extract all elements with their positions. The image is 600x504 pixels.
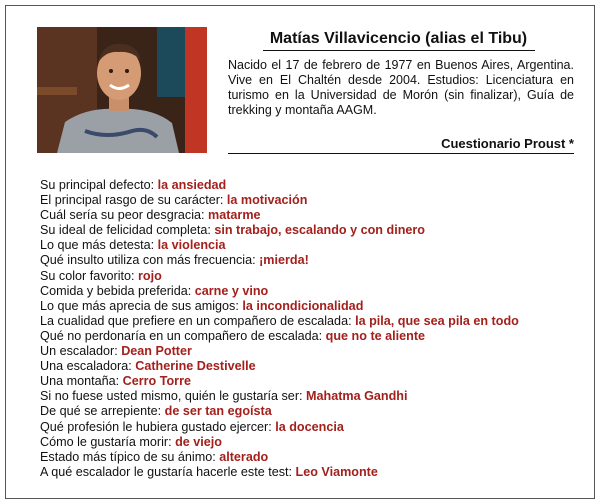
question: Comida y bebida preferida: [40,283,192,298]
question: Su ideal de felicidad completa: [40,223,211,238]
title-underline [263,50,535,51]
answer: Dean Potter [121,344,192,359]
answer: la docencia [275,419,344,434]
qa-item [40,450,580,465]
qa-item [40,269,580,284]
portrait-photo [37,27,207,153]
question: Qué insulto utiliza con más frecuencia: [40,253,256,268]
qa-item [40,465,580,480]
answer: la violencia [157,238,226,253]
qa-item [40,344,580,359]
qa-item [40,284,580,299]
answer: Cerro Torre [122,374,191,389]
qa-item [40,389,580,404]
question: Lo que más detesta: [40,238,155,253]
question: Cómo le gustaría morir: [40,434,172,449]
qa-item [40,314,580,329]
answer: que no te aliente [325,328,426,343]
qa-item [40,208,580,223]
question: Su principal defecto: [40,178,155,192]
qa-item [40,253,580,268]
question: Qué no perdonaría en un compañero de escalada: [40,328,323,343]
profile-name: Matías Villavicencio (alias el Tibu) [269,30,528,47]
qa-item [40,329,580,344]
answer: la incondicionalidad [242,298,364,313]
question: Estado más típico de su ánimo: [40,449,216,464]
question: El principal rasgo de su carácter: [40,193,224,208]
profile-bio: Nacido el 17 de febrero de 1977 en Buenos Aires, Argentina. Vive en El Chaltén desde 2004. Estudios: Licenciatura en turismo en la Universidad de Morón (sin finalizar), Guía de trekking y montaña AAGM. [228,58,574,117]
qa-item [40,193,580,208]
question: De qué se arrepiente: [40,404,162,419]
question: Una montaña: [40,374,120,389]
questionnaire-title: Cuestionario Proust * [441,136,574,151]
answer: Catherine Destivelle [135,359,256,374]
qa-item [40,404,580,419]
qa-item [40,435,580,450]
qa-item [40,238,580,253]
answer: sin trabajo, escalando y con dinero [214,223,425,238]
qa-item [40,178,580,193]
answer: alterado [219,449,269,464]
profile-card [5,5,595,499]
question: Qué profesión le hubiera gustado ejercer: [40,419,272,434]
portrait-illustration [37,27,207,153]
question: Cuál sería su peor desgracia: [40,208,205,223]
answer: la ansiedad [157,178,227,192]
answer: rojo [138,268,162,283]
questionnaire-heading [228,136,574,154]
answer: Mahatma Gandhi [306,389,408,404]
qa-item [40,359,580,374]
qa-item [40,299,580,314]
qa-item [40,420,580,435]
qa-item [40,223,580,238]
answer: Leo Viamonte [295,464,378,479]
question: Una escaladora: [40,359,132,374]
answer: la pila, que sea pila en todo [355,313,519,328]
answer: de viejo [175,434,222,449]
question: Su color favorito: [40,268,135,283]
question: Un escalador: [40,344,118,359]
qa-item [40,374,580,389]
question: A qué escalador le gustaría hacerle este test: [40,464,293,479]
answer: carne y vino [194,283,269,298]
answer: ¡mierda! [259,253,309,268]
question: Lo que más aprecia de sus amigos: [40,298,239,313]
question: Si no fuese usted mismo, quién le gustaría ser: [40,389,303,404]
questionnaire-list [40,178,580,480]
answer: matarme [208,208,261,223]
answer: de ser tan egoísta [164,404,272,419]
answer: la motivación [226,193,308,208]
question: La cualidad que prefiere en un compañero de escalada: [40,313,352,328]
